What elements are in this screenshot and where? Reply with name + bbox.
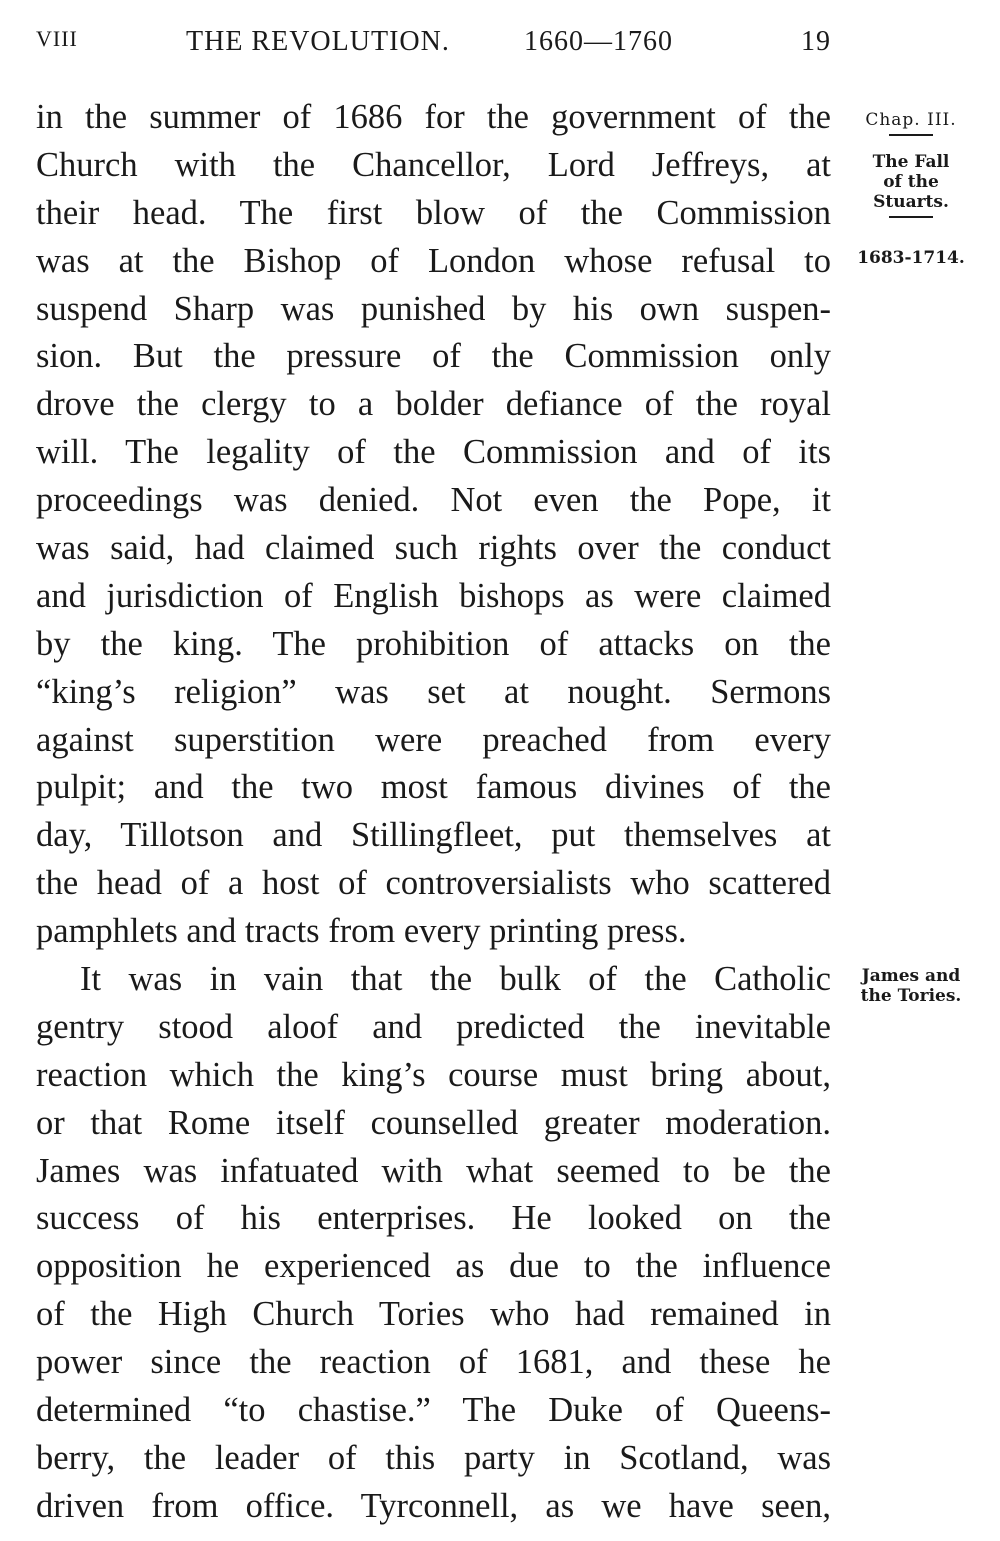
margin-rule-top	[889, 134, 933, 136]
body-text	[36, 94, 831, 1531]
text-line: gentry stood aloof and predicted the inevitable	[36, 1007, 831, 1046]
running-head-years: 1660—1760	[524, 26, 673, 57]
margin-note-tories-line: the Tories.	[860, 986, 962, 1006]
text-line: day, Tillotson and Stillingfleet, put themselves at	[36, 816, 831, 855]
text-line: by the king. The prohibition of attacks on the	[36, 624, 831, 663]
text-line: was said, had claimed such rights over the conduct	[36, 529, 831, 568]
margin-note-tories-line: James and	[861, 966, 961, 986]
margin-rule-bottom	[889, 216, 933, 218]
text-line: reaction which the king’s course must bring about,	[36, 1055, 831, 1094]
text-line: It was in vain that the bulk of the Catholic	[80, 960, 831, 999]
text-line: their head. The first blow of the Commission	[36, 193, 831, 232]
running-head-section: VIII	[36, 26, 78, 51]
text-line: of the High Church Tories who had remained in	[36, 1295, 831, 1334]
text-line: was at the Bishop of London whose refusal to	[36, 241, 831, 280]
text-line: sion. But the pressure of the Commission only	[36, 337, 831, 376]
margin-note-topic-line: Stuarts.	[873, 192, 949, 212]
text-line: driven from office. Tyrconnell, as we have seen,	[36, 1486, 831, 1525]
text-line: berry, the leader of this party in Scotland, was	[36, 1438, 831, 1477]
margin-note-james-and-tories	[846, 966, 976, 1006]
text-line: the head of a host of controversialists who scattered	[36, 864, 831, 903]
text-line: and jurisdiction of English bishops as were claimed	[36, 576, 831, 615]
text-line: or that Rome itself counselled greater moderation.	[36, 1103, 831, 1142]
margin-note-topic-line: The Fall	[872, 152, 950, 172]
text-line: in the summer of 1686 for the government of the	[36, 98, 831, 136]
text-line: James was infatuated with what seemed to be the	[36, 1151, 831, 1190]
margin-note-topic	[846, 152, 976, 222]
text-line: “king’s religion” was set at nought. Sermons	[36, 672, 831, 711]
text-line: suspend Sharp was punished by his own suspen-	[36, 289, 831, 328]
running-head-title: THE REVOLUTION.	[186, 26, 450, 57]
margin-note-dates: 1683-1714.	[857, 248, 965, 268]
margin-note-chapter-label: Chap. III.	[865, 110, 957, 130]
text-line: determined “to chastise.” The Duke of Queens-	[36, 1391, 831, 1430]
text-line: drove the clergy to a bolder defiance of the royal	[36, 385, 831, 424]
text-line: Church with the Chancellor, Lord Jeffreys, at	[36, 145, 831, 184]
text-line: against superstition were preached from every	[36, 720, 831, 759]
text-line: pulpit; and the two most famous divines of the	[36, 768, 831, 807]
margin-note-chapter	[846, 110, 976, 140]
text-line: pamphlets and tracts from every printing press.	[36, 912, 687, 951]
running-head	[36, 26, 831, 62]
text-line: proceedings was denied. Not even the Pope, it	[36, 481, 831, 520]
margin-note-topic-line: of the	[883, 172, 939, 192]
text-line: will. The legality of the Commission and of its	[36, 433, 831, 472]
text-line: opposition he experienced as due to the influence	[36, 1247, 831, 1286]
page-number: 19	[801, 26, 831, 57]
text-line: success of his enterprises. He looked on the	[36, 1199, 831, 1238]
text-line: power since the reaction of 1681, and these he	[36, 1343, 831, 1382]
